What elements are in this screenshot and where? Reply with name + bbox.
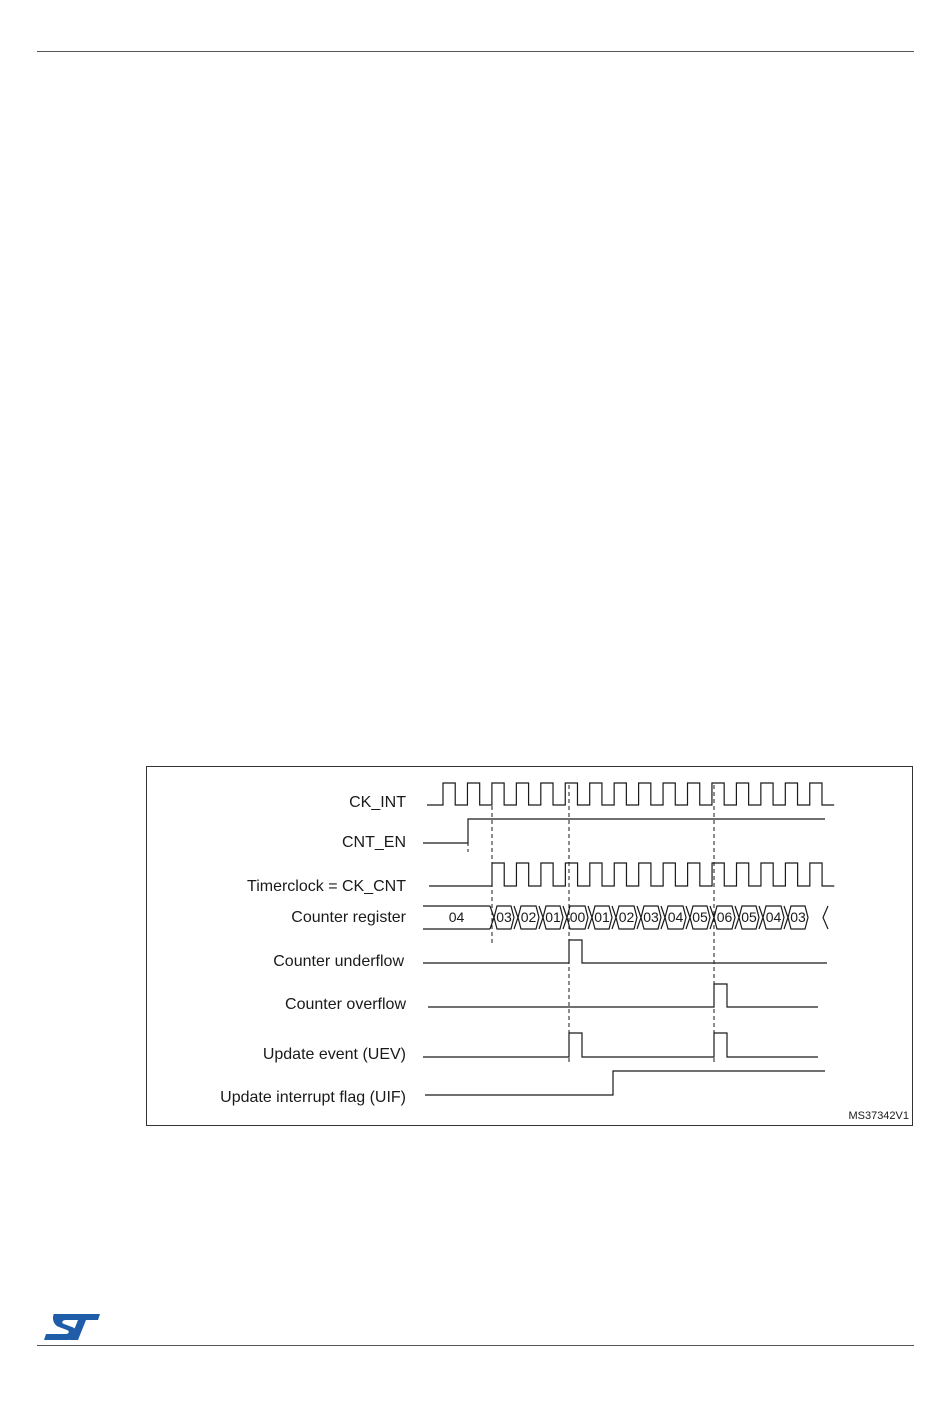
signal-label-ck_cnt: Timerclock = CK_CNT xyxy=(247,878,406,895)
figure-id: MS37342V1 xyxy=(848,1110,909,1122)
counter-overflow-waveform xyxy=(428,984,818,1007)
ck-int-waveform xyxy=(427,783,834,805)
signal-label-overflow: Counter overflow xyxy=(285,996,406,1013)
footer-rule xyxy=(37,1345,914,1346)
counter-value: 04 xyxy=(448,909,465,925)
ck-cnt-waveform xyxy=(429,863,834,886)
counter-underflow-waveform xyxy=(423,940,827,963)
counter-value: 05 xyxy=(692,909,708,925)
uev-waveform xyxy=(423,1033,818,1057)
counter-value: 02 xyxy=(520,909,537,925)
counter-value: 04 xyxy=(765,909,782,925)
signal-label-cnt_en: CNT_EN xyxy=(341,834,406,851)
counter-value: 05 xyxy=(741,909,757,925)
counter-value: 02 xyxy=(618,909,635,925)
counter-value: 03 xyxy=(643,909,659,925)
counter-value: 06 xyxy=(716,909,733,925)
cnt-en-waveform xyxy=(423,819,825,843)
signal-label-ck_int: CK_INT xyxy=(349,794,406,811)
signal-label-counter: Counter register xyxy=(291,909,406,926)
signal-label-underflow: Counter underflow xyxy=(273,953,404,970)
counter-value: 01 xyxy=(545,909,561,925)
counter-value: 00 xyxy=(569,909,586,925)
header-rule xyxy=(37,51,914,52)
timing-diagram xyxy=(147,767,914,1127)
counter-value: 01 xyxy=(594,909,610,925)
signal-label-uif: Update interrupt flag (UIF) xyxy=(220,1089,406,1106)
timing-diagram-figure xyxy=(146,766,913,1126)
counter-edge xyxy=(823,906,828,929)
counter-value: 03 xyxy=(496,909,512,925)
uif-waveform xyxy=(425,1071,825,1095)
counter-value: 04 xyxy=(667,909,684,925)
counter-value: 03 xyxy=(790,909,806,925)
signal-label-uev: Update event (UEV) xyxy=(262,1046,406,1063)
st-logo xyxy=(42,1310,100,1342)
